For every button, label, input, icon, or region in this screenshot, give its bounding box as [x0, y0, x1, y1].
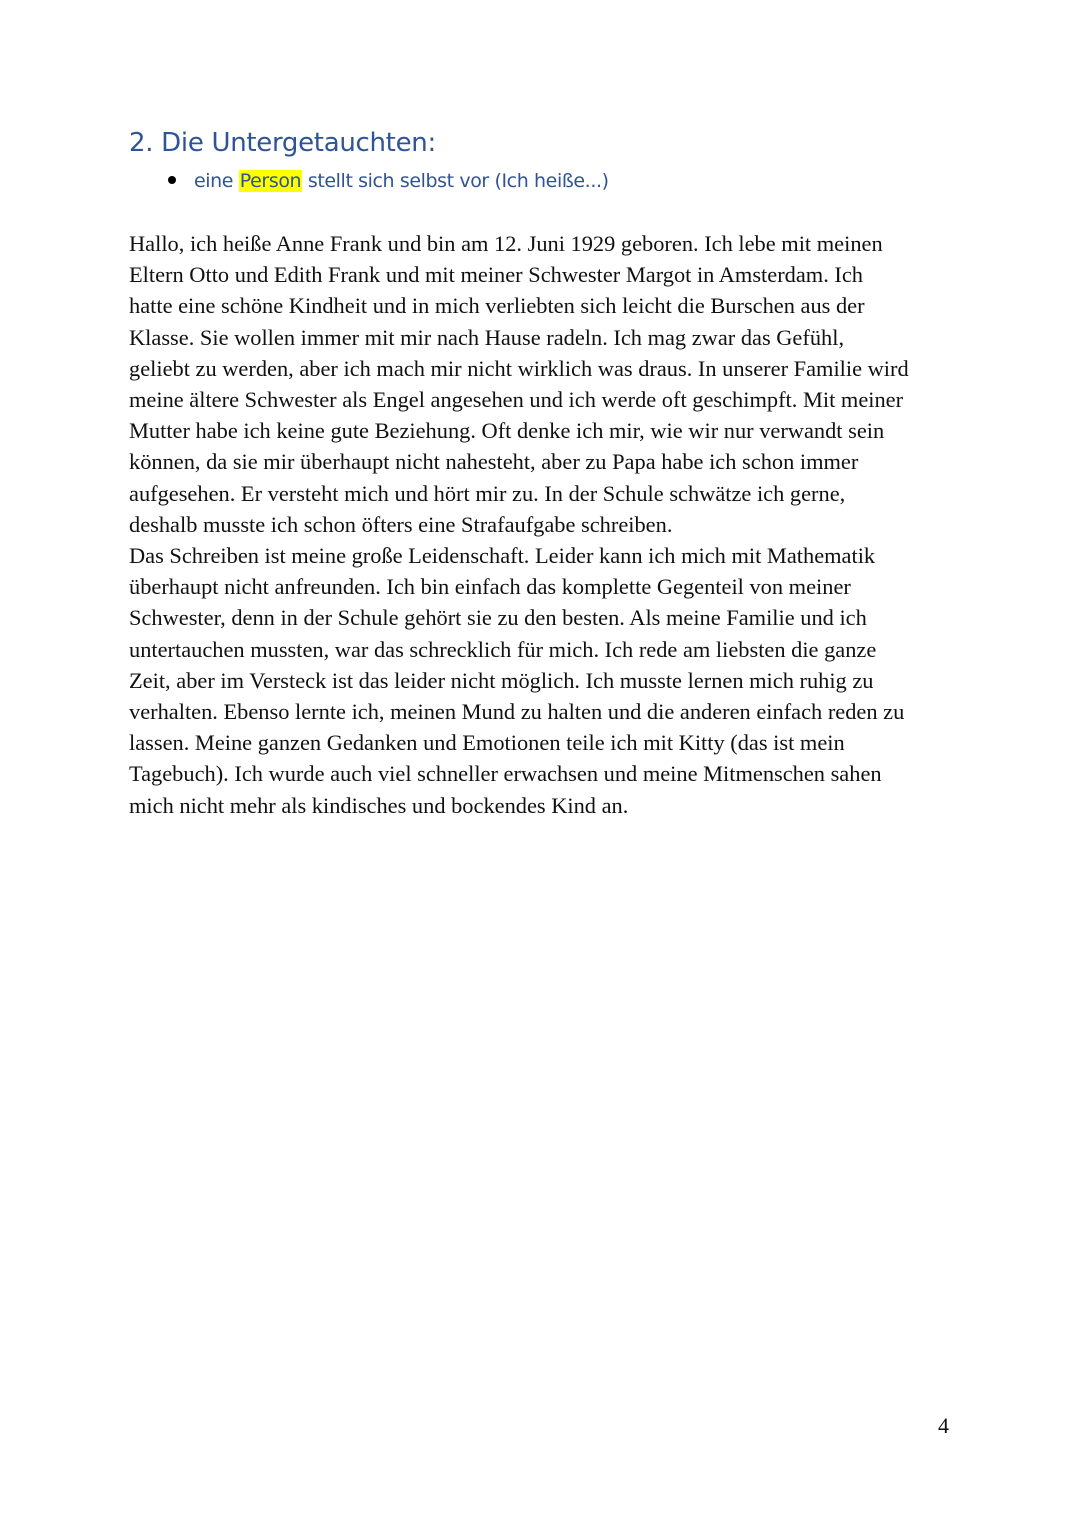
text-line: untertauchen mussten, war das schrecklich für mich. Ich rede am liebsten die ganze — [129, 636, 877, 662]
text-line: meine ältere Schwester als Engel angesehen und ich werde oft geschimpft. Mit meiner — [129, 387, 904, 413]
text-line: lassen. Meine ganzen Gedanken und Emotionen teile ich mit Kitty (das ist mein — [129, 730, 845, 756]
text-line: Hallo, ich heiße Anne Frank und bin am 12. Juni 1929 geboren. Ich lebe mit meinen — [129, 231, 883, 256]
text-line: Klasse. Sie wollen immer mit mir nach Hause radeln. Ich mag zwar das Gefühl, — [129, 324, 845, 350]
text-line: Mutter habe ich keine gute Beziehung. Oft denke ich mir, wie wir nur verwandt sein — [129, 418, 885, 444]
text-line: hatte eine schöne Kindheit und in mich verliebten sich leicht die Burschen aus der — [129, 293, 865, 319]
highlighted-word: Person — [239, 170, 302, 192]
text-line: Tagebuch). Ich wurde auch viel schneller erwachsen und meine Mitmenschen sahen — [129, 761, 882, 787]
body-paragraph — [129, 228, 959, 821]
text-line: mich nicht mehr als kindisches und bockendes Kind an. — [129, 792, 629, 818]
bullet-item — [168, 170, 609, 192]
text-line: Schwester, denn in der Schule gehört sie zu den besten. Als meine Familie und ich — [129, 605, 867, 631]
section-heading: 2. Die Untergetauchten: — [129, 128, 436, 158]
bullet-text-pre: eine — [194, 170, 239, 192]
text-line: geliebt zu werden, aber ich mach mir nicht wirklich was draus. In unserer Familie wird — [129, 355, 909, 381]
text-line: überhaupt nicht anfreunden. Ich bin einfach das komplette Gegenteil von meiner — [129, 574, 851, 600]
text-line: verhalten. Ebenso lernte ich, meinen Mund zu halten und die anderen einfach reden zu — [129, 699, 905, 725]
bullet-icon — [168, 176, 176, 184]
text-line: aufgesehen. Er versteht mich und hört mir zu. In der Schule schwätze ich gerne, — [129, 480, 846, 506]
text-line: Eltern Otto und Edith Frank und mit meiner Schwester Margot in Amsterdam. Ich — [129, 262, 863, 288]
text-line: Zeit, aber im Versteck ist das leider nicht möglich. Ich musste lernen mich ruhig zu — [129, 667, 874, 693]
text-line: Das Schreiben ist meine große Leidenschaft. Leider kann ich mich mit Mathematik — [129, 543, 876, 569]
text-line: können, da sie mir überhaupt nicht nahesteht, aber zu Papa habe ich schon immer — [129, 449, 859, 475]
text-line: deshalb musste ich schon öfters eine Strafaufgabe schreiben. — [129, 511, 673, 537]
page-number: 4 — [938, 1413, 949, 1438]
bullet-text-post: stellt sich selbst vor (Ich heiße...) — [302, 170, 609, 192]
